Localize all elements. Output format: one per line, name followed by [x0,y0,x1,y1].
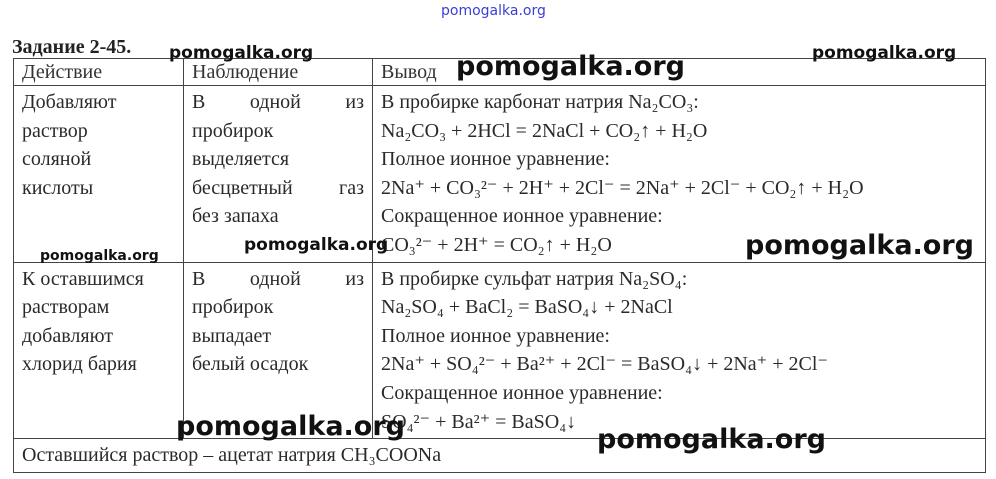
equation-molecular: Na₂SO₄ + BaCl₂ = BaSO₄↓ + 2NaCl [381,296,673,319]
action-line: раствор [22,119,88,142]
action-line: К оставшимся [22,267,144,290]
label-full-ionic: Полное ионное уравнение: [381,324,610,347]
conclusion-cell [373,262,986,439]
action-line: кислоты [22,176,94,199]
equation-molecular: Na₂CO₃ + 2HCl = 2NaCl + CO₂↑ + H₂O [381,119,708,142]
action-line: соляной [22,148,92,171]
header-action: Действие [14,59,184,86]
watermark: pomogalka.org [597,424,826,455]
label-short-ionic: Сокращенное ионное уравнение: [381,381,663,404]
table-footer-row [14,439,986,473]
header-conclusion: Вывод [373,59,986,86]
equation-short-ionic: CO₃²⁻ + 2H⁺ = CO₂↑ + H₂O [381,233,612,256]
conclusion-header: В пробирке карбонат натрия Na₂CO₃: [381,91,699,113]
action-line: добавляют [22,324,114,347]
watermark: pomogalka.org [169,43,314,63]
watermark-top: pomogalka.org [441,3,546,19]
label-short-ionic: Сокращенное ионное уравнение: [381,205,663,228]
observation-line: выпадает [192,324,272,347]
observation-line: пробирок [192,119,274,142]
observation-line: белый осадок [192,353,309,376]
observation-line: выделяется [192,148,290,171]
watermark: pomogalka.org [745,230,974,261]
action-line: хлорид бария [22,353,137,376]
task-title: Задание 2-45. [12,36,132,58]
equation-full-ionic: 2Na⁺ + SO₄²⁻ + Ba²⁺ + 2Cl⁻ = BaSO₄↓ + 2Na⁺ + 2Cl⁻ [381,353,828,376]
answer-table [13,58,986,473]
watermark: pomogalka.org [812,43,957,63]
observation-line: пробирок [192,296,274,319]
action-line: растворам [22,296,110,319]
watermark: pomogalka.org [244,235,389,255]
equation-full-ionic: 2Na⁺ + CO₃²⁻ + 2H⁺ + 2Cl⁻ = 2Na⁺ + 2Cl⁻ + CO₂↑ + H₂O [381,176,864,199]
observation-line: бесцветный газ [192,176,364,199]
watermark: pomogalka.org [176,411,405,442]
conclusion-header: В пробирке сульфат натрия Na₂SO₄: [381,267,688,290]
header-observation: Наблюдение [184,59,373,86]
action-cell [14,86,184,263]
watermark: pomogalka.org [40,248,159,264]
table-row [14,262,986,439]
watermark: pomogalka.org [456,51,685,82]
observation-line: В одной из [192,91,364,113]
action-cell [14,262,184,439]
action-line: Добавляют [22,91,117,113]
equation-short-ionic: SO₄²⁻ + Ba²⁺ = BaSO₄↓ [381,410,577,433]
observation-line: В одной из [192,267,364,290]
footer-cell: Оставшийся раствор – ацетат натрия CH₃COONa [14,439,986,473]
observation-line: без запаха [192,205,279,228]
label-full-ionic: Полное ионное уравнение: [381,148,610,171]
